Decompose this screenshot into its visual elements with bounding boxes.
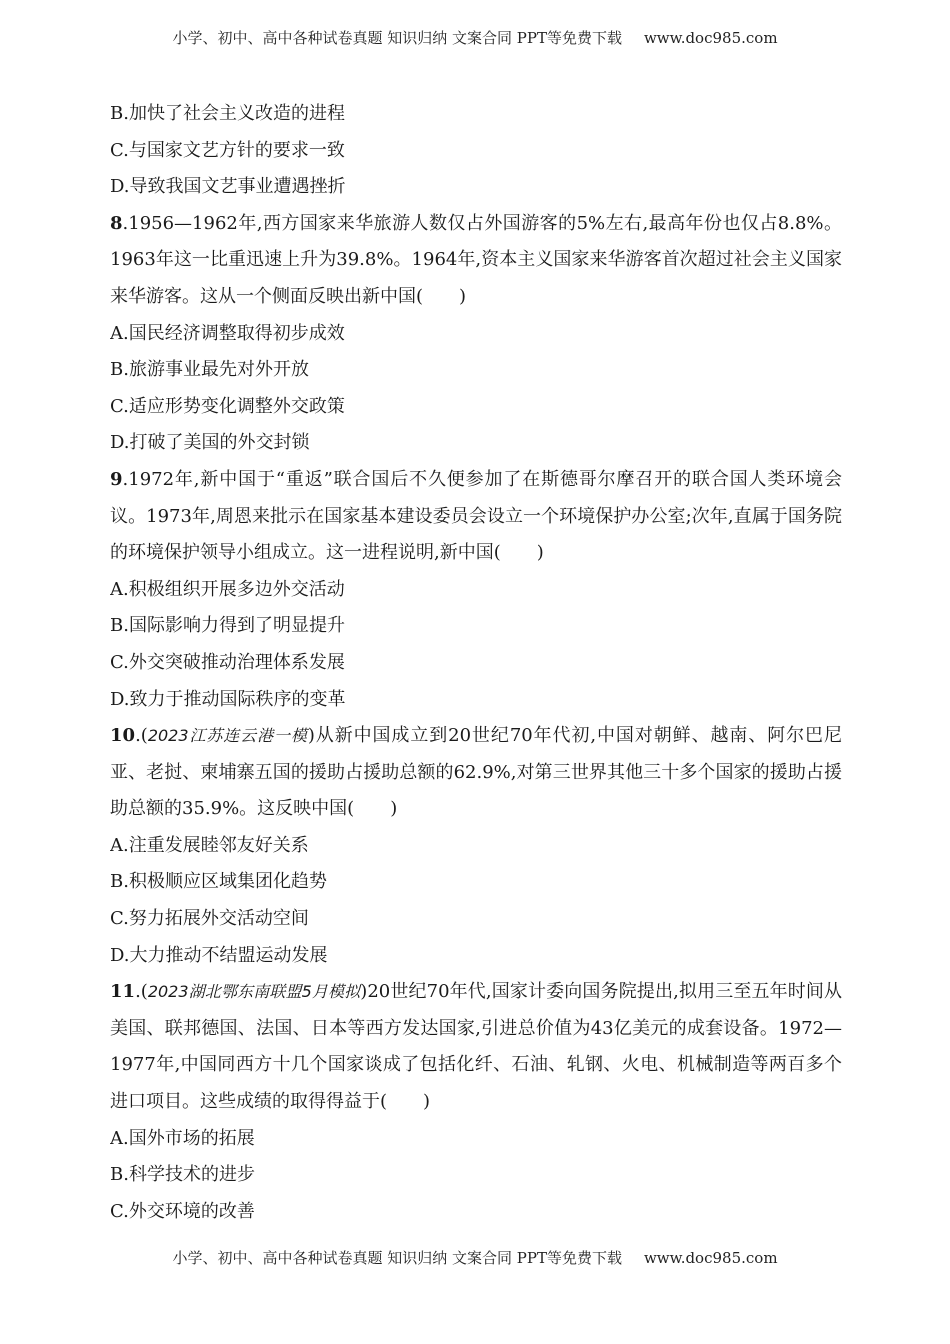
header-text: 小学、初中、高中各种试卷真题 知识归纳 文案合同 PPT等免费下载: [172, 29, 622, 47]
question-9-number: 9: [110, 468, 123, 490]
option-q10-a: A.注重发展睦邻友好关系: [110, 834, 309, 856]
question-11-number: 11: [110, 981, 136, 1003]
footer-text: 小学、初中、高中各种试卷真题 知识归纳 文案合同 PPT等免费下载: [172, 1249, 622, 1267]
question-10-number: 10: [110, 725, 136, 747]
question-11: [110, 974, 842, 1230]
question-8-number: 8: [110, 212, 123, 234]
option-q7-b: B.加快了社会主义改造的进程: [110, 103, 345, 124]
option-q8-b: B.旅游事业最先对外开放: [110, 359, 309, 381]
question-9: [110, 462, 842, 718]
option-q7-d: D.导致我国文艺事业遭遇挫折: [110, 176, 346, 198]
option-q7-c: C.与国家文艺方针的要求一致: [110, 139, 345, 161]
option-q11-a: A.国外市场的拓展: [110, 1127, 255, 1149]
question-9-stem: [110, 462, 842, 572]
option-q11-c: C.外交环境的改善: [110, 1200, 255, 1222]
question-10-stem: [110, 718, 842, 828]
question-11-stem: [110, 974, 842, 1120]
question-10: [110, 718, 842, 974]
option-q11-b: B.科学技术的进步: [110, 1164, 255, 1186]
question-11-source-open: .(: [135, 981, 148, 1003]
option-q8-d: D.打破了美国的外交封锁: [110, 432, 310, 454]
page-footer: [0, 1248, 950, 1268]
option-q9-c: C.外交突破推动治理体系发展: [110, 651, 345, 673]
option-q8-a: A.国民经济调整取得初步成效: [110, 322, 345, 344]
option-q10-c: C.努力拓展外交活动空间: [110, 908, 309, 930]
question-8-text: .1956—1962年,西方国家来华旅游人数仅占外国游客的5%左右,最高年份也仅占8.8%。1963年这一比重迅速上升为39.8%。1964年,资本主义国家来华游客首次超过社会主义国家来华游客。这从一个侧面反映出新中国( ): [110, 212, 842, 307]
option-q9-a: A.积极组织开展多边外交活动: [110, 578, 345, 600]
option-q10-d: D.大力推动不结盟运动发展: [110, 944, 328, 966]
question-8-stem: [110, 206, 842, 316]
question-11-source: 2023湖北鄂东南联盟5月模拟: [147, 982, 361, 1002]
question-8: [110, 206, 842, 462]
option-q9-b: B.国际影响力得到了明显提升: [110, 615, 345, 637]
option-q10-b: B.积极顺应区域集团化趋势: [110, 871, 327, 893]
question-10-source-open: .(: [135, 725, 148, 747]
question-10-text: )从新中国成立到20世纪70年代初,中国对朝鲜、越南、阿尔巴尼亚、老挝、柬埔寨五国的援助占援助总额的62.9%,对第三世界其他三十多个国家的援助占援助总额的35.9%。这反映中国( ): [110, 725, 842, 820]
option-q9-d: D.致力于推动国际秩序的变革: [110, 688, 346, 710]
question-10-source: 2023江苏连云港一模: [147, 726, 308, 746]
option-q8-c: C.适应形势变化调整外交政策: [110, 395, 345, 417]
question-7-options: [110, 96, 842, 206]
question-9-text: .1972年,新中国于“重返”联合国后不久便参加了在斯德哥尔摩召开的联合国人类环境会议。1973年,周恩来批示在国家基本建设委员会设立一个环境保护办公室;次年,直属于国务院的环境保护领导小组成立。这一进程说明,新中国( ): [110, 468, 842, 564]
footer-site-link[interactable]: www.doc985.com: [643, 1249, 778, 1267]
header-site-link[interactable]: www.doc985.com: [643, 29, 778, 47]
question-11-text: )20世纪70年代,国家计委向国务院提出,拟用三至五年时间从美国、联邦德国、法国、日本等西方发达国家,引进总价值为43亿美元的成套设备。1972—1977年,中国同西方十几个国家谈成了包括化纤、石油、轧钢、火电、机械制造等两百多个进口项目。这些成绩的取得得益于( ): [110, 981, 842, 1113]
page-header: [0, 28, 950, 48]
question-content: [110, 96, 842, 1230]
